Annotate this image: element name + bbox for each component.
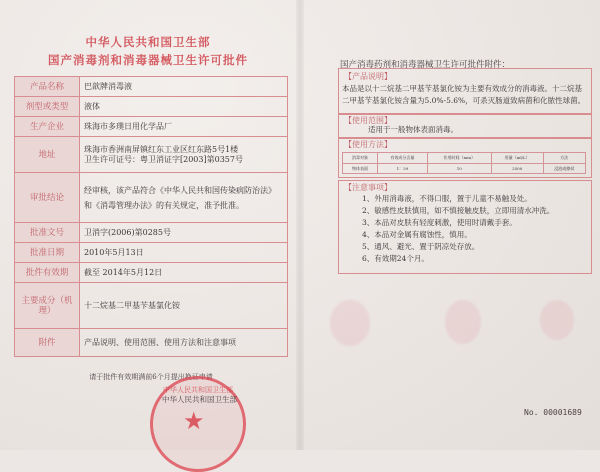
dosage-form: 液体: [80, 97, 288, 117]
row-label: 批准日期: [15, 243, 80, 263]
table-row: [15, 283, 288, 329]
table-row: [15, 77, 288, 97]
row-label: 批件有效期: [15, 263, 80, 283]
page-fold: [296, 0, 304, 450]
precaution-item: 1、外用消毒液，不得口服，置于儿童不易触及处。: [362, 194, 532, 203]
row-label: 产品名称: [15, 77, 80, 97]
emblem-icon: ★: [183, 407, 205, 435]
address: 珠海市香洲南屏镇红东工业区红东路5号1楼 卫生许可证号：粤卫消证字[2003]第0357号: [80, 137, 288, 173]
table-cell: 物体表面: [343, 163, 378, 174]
validity-period: 截至 2014年5月12日: [80, 263, 288, 283]
renewal-note: 请于批件有效期满前6个月提出换证申请: [89, 373, 213, 381]
product-name: 巴歆牌消毒液: [80, 77, 288, 97]
ministry-title: 中华人民共和国卫生部: [85, 35, 211, 49]
table-cell: 2500: [491, 163, 543, 174]
certificate-number: No. 00001689: [524, 408, 582, 417]
usage-table: [342, 152, 586, 174]
attachments: 产品说明、使用范围、使用方法和注意事项: [80, 329, 288, 357]
main-ingredient: 十二烷基二甲基苄基氯化铵: [80, 283, 288, 329]
stain: [330, 300, 370, 346]
table-header: 方法: [543, 153, 585, 164]
table-cell: 浸泡或擦拭: [543, 163, 585, 174]
precaution-item: 6、有效期24个月。: [362, 254, 429, 263]
row-label: 批准文号: [15, 223, 80, 243]
issuing-department: 中华人民共和国卫生部: [162, 395, 237, 404]
section-heading: 【使用方法】: [344, 140, 392, 149]
attachment-title: 国产消毒药剂和消毒器械卫生许可批件附件：: [340, 60, 511, 70]
table-header: 消毒对象: [343, 153, 378, 164]
manufacturer: 珠海市多璞日用化学品厂: [80, 117, 288, 137]
row-label: 地址: [15, 137, 80, 173]
approval-number: 卫消字(2006)第0285号: [80, 223, 288, 243]
table-row: [15, 173, 288, 223]
table-row: [343, 163, 586, 174]
table-row: [15, 117, 288, 137]
row-label: 生产企业: [15, 117, 80, 137]
table-row: [15, 243, 288, 263]
license-table: [14, 76, 288, 357]
table-row: [15, 263, 288, 283]
product-description: 本品是以十二烷基二甲基苄基氯化铵为主要有效成分的消毒液。十二烷基二甲基苄基氯化铵含量为5.0%-5.6%，可杀灭肠道致病菌和化脓性球菌。: [342, 84, 586, 105]
seal-text: 中华人民共和国卫生部: [163, 386, 233, 394]
precaution-item: 4、本品对金属有腐蚀性，慎用。: [362, 230, 472, 239]
approval-date: 2010年5月13日: [80, 243, 288, 263]
license-title: 国产消毒剂和消毒器械卫生许可批件: [48, 53, 248, 67]
row-label: 审批结论: [15, 173, 80, 223]
precaution-item: 5、通风、避光、置于阴凉处存放。: [362, 242, 480, 251]
precaution-item: 2、敏感性皮肤慎用，如不慎接触皮肤，立即用清水冲洗。: [362, 206, 555, 215]
row-label: 主要成分（机理）: [15, 283, 80, 329]
section-heading: 【使用范围】: [344, 116, 392, 125]
stain: [445, 300, 481, 344]
official-seal: [150, 376, 246, 472]
precaution-item: 3、本品对皮肤有轻度刺激，使用时请戴手套。: [362, 218, 517, 227]
table-header: 用量（ml/L）: [491, 153, 543, 164]
table-header: 有效成分含量: [378, 153, 428, 164]
section-heading: 【注意事项】: [344, 183, 392, 192]
section-heading: 【产品说明】: [344, 72, 392, 81]
approval-conclusion: 经审核，该产品符合《中华人民共和国传染病防治法》和《消毒管理办法》的有关规定，准予批准。: [80, 173, 288, 223]
table-header: 作用时间（min）: [427, 153, 491, 164]
stain: [540, 300, 574, 340]
table-row: [15, 329, 288, 357]
table-row: [15, 137, 288, 173]
table-cell: 10: [427, 163, 491, 174]
table-row: [15, 97, 288, 117]
row-label: 剂型或类型: [15, 97, 80, 117]
table-row: [343, 153, 586, 164]
table-row: [15, 223, 288, 243]
row-label: 附件: [15, 329, 80, 357]
usage-scope: 适用于一般物体表面消毒。: [368, 125, 458, 134]
table-cell: 1：39: [378, 163, 428, 174]
